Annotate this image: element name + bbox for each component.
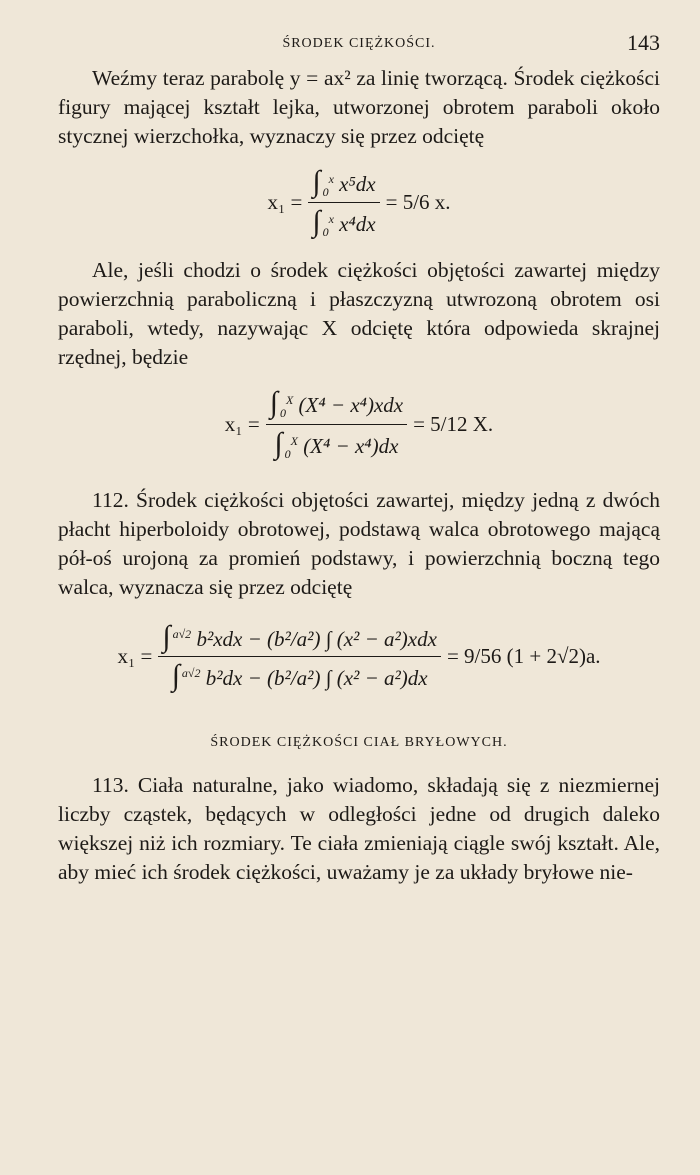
equation-lhs: x₁ = xyxy=(267,190,303,215)
integral-lower-limit: 0 xyxy=(279,406,286,421)
equation-lhs: x₁ = xyxy=(224,411,260,436)
equation-numerator xyxy=(266,386,407,424)
integral-upper-limit: a√2 xyxy=(181,665,201,680)
page-number: 143 xyxy=(627,30,660,55)
equation-rhs: = 9/56 (1 + 2√2)a. xyxy=(446,643,601,668)
paragraph-paraboloid-volume: Ale, jeśli chodzi o środek ciężkości objętości zawartej między powierzchnią paraboliczną i płaszczyzną utwrozoną obrotem osi paraboli, wtedy, nazywając X odciętę która odpowieda skrajnej rzędnej, będzie xyxy=(58,258,660,370)
numerator-integrand: (X⁴ − x⁴)xdx xyxy=(298,393,404,418)
paragraph-112-hyperboloid: 112. Środek ciężkości objętości zawartej, między jedną z dwóch płacht hiperboloidy obrotowej, podstawą walca obrotowego mającą pół-oś urojoną za promień podstawy, i powierzchnią boczną tego walca, wyznacza się przez odciętę xyxy=(58,487,660,599)
integral-sign: ∫ xyxy=(162,619,171,653)
equation-hyperboloid-centroid xyxy=(58,620,660,693)
paragraph-113-natural-bodies: 113. Ciała naturalne, jako wiadomo, składają się z niezmiernej liczby cząstek, będących w odległości jedne od drugich daleko większej niż ich rozmiary. Te ciała zmieniają ciągle swój kształt. Ale, aby mieć ich środek ciężkości, uważamy je za układy bryłowe nie- xyxy=(58,772,660,884)
equation-rhs: = 5/6 x. xyxy=(385,190,451,215)
equation-numerator xyxy=(158,620,441,657)
integral-sign: ∫ xyxy=(171,658,180,692)
section-title: ŚRODEK CIĘŻKOŚCI CIAŁ BRYŁOWYCH. xyxy=(210,734,508,750)
equation-rhs: = 5/12 X. xyxy=(413,411,494,436)
integral-lower-limit: 0 xyxy=(322,225,329,240)
equation-fraction xyxy=(308,165,379,240)
integral-upper-limit: a√2 xyxy=(172,626,192,641)
running-head xyxy=(58,30,660,58)
running-title: ŚRODEK CIĘŻKOŚCI. xyxy=(282,36,436,51)
integral-sign: ∫ xyxy=(269,386,278,420)
denominator-expression: b²dx − (b²/a²) ∫ (x² − a²)dx xyxy=(205,665,428,690)
equation-funnel-centroid xyxy=(58,165,660,240)
paragraph-parabola-intro: Weźmy teraz parabolę y = ax² za linię tworzącą. Środek ciężkości figury mającej kształt lejka, utworzonej obrotem paraboli około stycznej wierzchołka, wyznaczy się przez odciętę xyxy=(58,66,660,148)
integral-sign: ∫ xyxy=(312,205,321,239)
integral-sign: ∫ xyxy=(274,426,283,460)
equation-numerator xyxy=(308,165,379,203)
page-content xyxy=(58,64,660,887)
equation-denominator xyxy=(168,657,432,693)
equation-fraction xyxy=(158,620,441,693)
equation-denominator xyxy=(308,203,379,240)
equation-paraboloid-centroid xyxy=(58,386,660,461)
equation-denominator xyxy=(270,425,402,462)
integral-upper-limit: X xyxy=(285,393,294,408)
denominator-integrand: (X⁴ − x⁴)dx xyxy=(303,433,399,458)
integral-sign: ∫ xyxy=(312,165,321,198)
equation-lhs: x₁ = xyxy=(117,643,153,668)
integral-lower-limit: 0 xyxy=(322,185,329,200)
numerator-integrand: x⁵dx xyxy=(339,172,376,196)
integral-upper-limit: X xyxy=(290,433,298,448)
denominator-integrand: x⁴dx xyxy=(339,212,376,237)
integral-upper-limit: x xyxy=(328,172,334,186)
integral-lower-limit: 0 xyxy=(284,446,291,461)
equation-fraction xyxy=(266,386,407,461)
numerator-expression: b²xdx − (b²/a²) ∫ (x² − a²)xdx xyxy=(196,626,437,651)
integral-upper-limit: x xyxy=(328,212,334,227)
